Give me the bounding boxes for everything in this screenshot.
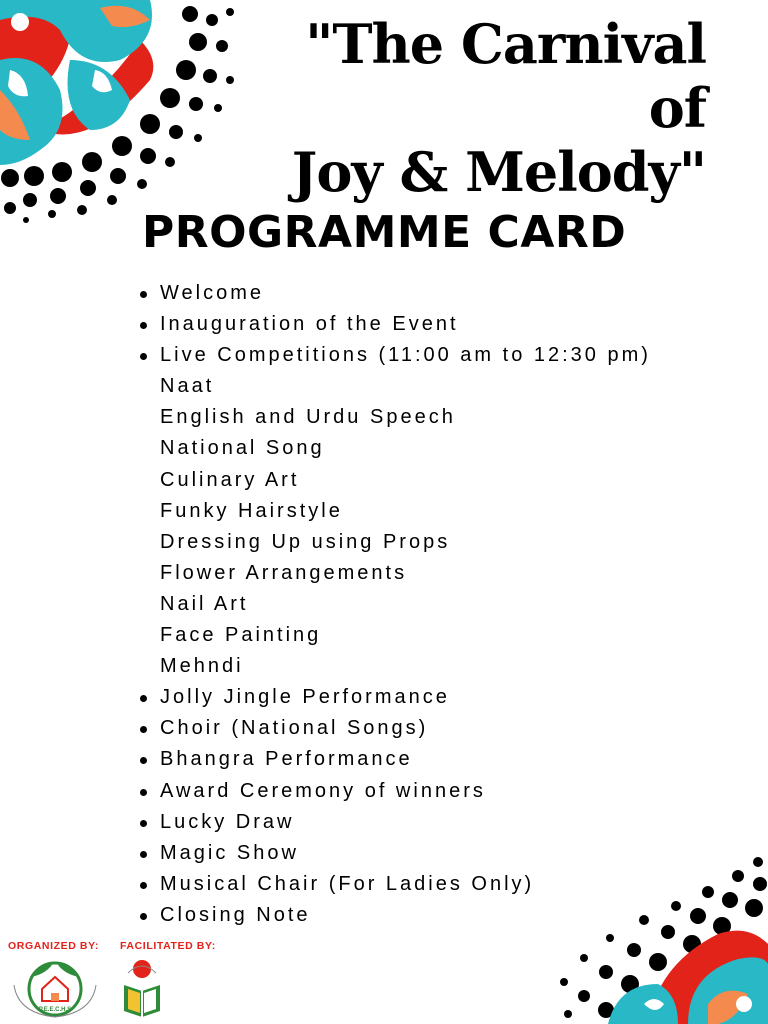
event-title (226, 12, 706, 204)
competition-item: National Song (160, 437, 325, 460)
programme-item: Choir (National Songs) (136, 713, 651, 744)
facilitator-logo (118, 955, 166, 1021)
competition-item: Face Painting (160, 624, 322, 647)
title-line-2: of (648, 76, 706, 140)
top-left-floral-decoration (0, 0, 240, 225)
competition-item: Culinary Art (160, 468, 300, 491)
title-line-1: "The Carnival (305, 12, 706, 76)
competition-item: Funky Hairstyle (160, 499, 343, 522)
programme-item: Lucky Draw (136, 807, 651, 838)
competition-item: English and Urdu Speech (160, 406, 456, 429)
organizer-logo (8, 955, 102, 1019)
programme-item: Magic Show (136, 838, 651, 869)
programme-item: Bhangra Performance (136, 744, 651, 775)
programme-item: Live Competitions (11:00 am to 12:30 pm) (136, 340, 651, 371)
competition-item: Naat (160, 375, 215, 398)
programme-item: Musical Chair (For Ladies Only) (136, 869, 651, 900)
organizer-logo-text: P.E.E.C.H.S (38, 1007, 72, 1013)
facilitated-by-label: FACILITATED BY: (120, 940, 216, 952)
programme-item: Welcome (136, 278, 651, 309)
programme-item: Closing Note (136, 900, 651, 931)
competition-item: Dressing Up using Props (160, 530, 451, 553)
programme-item: Award Ceremony of winners (136, 776, 651, 807)
programme-card-heading: PROGRAMME CARD (142, 207, 627, 258)
organized-by-label: ORGANIZED BY: (8, 940, 100, 952)
programme-list (136, 278, 651, 931)
programme-item: Inauguration of the Event (136, 309, 651, 340)
title-line-3: Joy & Melody" (291, 140, 706, 204)
competition-item: Mehndi (160, 655, 244, 678)
competition-item: Nail Art (160, 592, 249, 615)
programme-item: Jolly Jingle Performance (136, 682, 651, 713)
competition-item: Flower Arrangements (160, 561, 408, 584)
